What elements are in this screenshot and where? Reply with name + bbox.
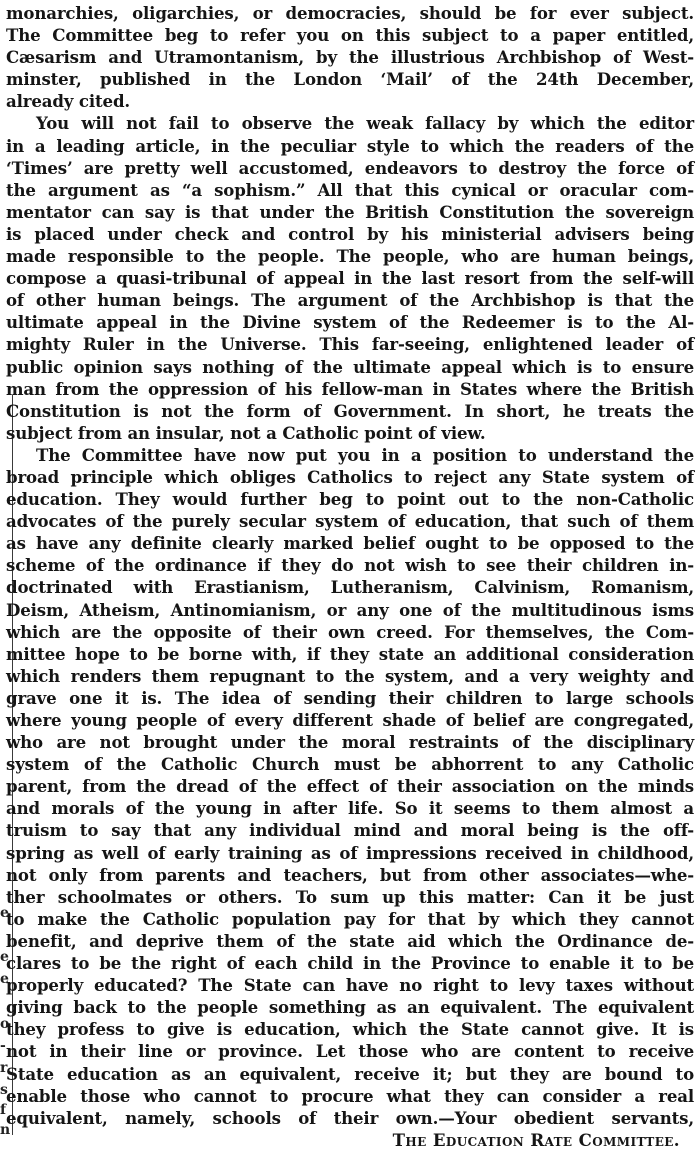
text-line: who are not brought under the moral restraints of the disciplinary <box>6 732 694 753</box>
text-line: is placed under check and control by his ministerial advisers being <box>6 223 694 244</box>
text-line: Constitution is not the form of Government. In short, he treats the <box>6 400 694 421</box>
signature: The Education Rate Committee. <box>392 1129 680 1150</box>
text-line: system of the Catholic Church must be abhorrent to any Catholic <box>6 754 694 775</box>
text-line: compose a quasi-tribunal of appeal in the last resort from the self-will <box>6 268 694 289</box>
text-line: State education as an equivalent, receive it; but they are bound to <box>6 1063 694 1084</box>
text-line: monarchies, oligarchies, or democracies, should be for ever subject. <box>6 3 694 23</box>
text-line: minster, published in the London ‘Mail’ of the 24th December, <box>6 69 694 90</box>
text-line: ther schoolmates or others. To sum up this matter: Can it be just <box>6 886 694 907</box>
margin-fragment: s <box>0 1082 8 1098</box>
text-line: advocates of the purely secular system of education, that such of them <box>6 511 694 532</box>
text-line: education. They would further beg to point out to the non-Catholic <box>6 489 694 510</box>
text-line: The Committee have now put you in a position to understand the <box>36 444 694 465</box>
text-line: to make the Catholic population pay for that by which they cannot <box>6 908 694 929</box>
text-line: The Committee beg to refer you on this subject to a paper entitled, <box>6 25 694 46</box>
text-line: as have any definite clearly marked belief ought to be opposed to the <box>6 533 694 554</box>
text-line: properly educated? The State can have no right to levy taxes without <box>6 975 694 996</box>
text-line: truism to say that any individual mind and moral being is the off- <box>6 820 694 841</box>
text-line: scheme of the ordinance if they do not wish to see their children in- <box>6 555 694 576</box>
text-line: of other human beings. The argument of the Archbishop is that the <box>6 290 694 311</box>
text-line: which are the opposite of their own creed. For themselves, the Com- <box>6 621 694 642</box>
text-line: clares to be the right of each child in the Province to enable it to be <box>6 953 694 974</box>
margin-fragment: n <box>0 1122 11 1138</box>
text-line: mittee hope to be borne with, if they state an additional consideration <box>6 643 694 664</box>
text-line: ‘Times’ are pretty well accustomed, endeavors to destroy the force of <box>6 157 694 178</box>
text-line: already cited. <box>6 91 131 112</box>
text-line: public opinion says nothing of the ultimate appeal which is to ensure <box>6 356 694 377</box>
text-line: ultimate appeal in the Divine system of the Redeemer is to the Al- <box>6 312 694 333</box>
text-line: made responsible to the people. The people, who are human beings, <box>6 246 694 267</box>
text-line: not in their line or province. Let those who are content to receive <box>6 1041 694 1062</box>
text-line: benefit, and deprive them of the state aid which the Ordinance de- <box>6 930 694 951</box>
text-line: subject from an insular, not a Catholic point of view. <box>6 422 486 443</box>
article-column <box>6 2 694 1151</box>
margin-fragment: e <box>0 905 9 921</box>
text-line: Deism, Atheism, Antinomianism, or any one of the multitudinous isms <box>6 599 694 620</box>
text-line: they profess to give is education, which the State cannot give. It is <box>6 1019 694 1040</box>
text-line: broad principle which obliges Catholics to reject any State system of <box>6 466 694 487</box>
text-line: not only from parents and teachers, but from other associates—whe- <box>6 864 694 885</box>
text-line: equivalent, namely, schools of their own.—Your obedient servants, <box>6 1107 694 1128</box>
text-line: giving back to the people something as an equivalent. The equivalent <box>6 997 694 1018</box>
margin-fragment: r <box>0 1060 8 1076</box>
margin-fragment: - <box>0 1038 6 1054</box>
text-line: You will not fail to observe the weak fallacy by which the editor <box>36 113 694 134</box>
text-line: the argument as “a sophism.” All that this cynical or oracular com- <box>6 179 694 200</box>
margin-fragment: e <box>0 971 9 987</box>
margin-fragment: o <box>0 1016 10 1032</box>
text-line: and morals of the young in after life. So it seems to them almost a <box>6 798 694 819</box>
text-line: doctrinated with Erastianism, Lutheranism, Calvinism, Romanism, <box>6 577 694 598</box>
text-line: enable those who cannot to procure what they can consider a real <box>6 1085 694 1106</box>
text-line: where young people of every different shade of belief are congregated, <box>6 710 694 730</box>
text-line: mentator can say is that under the British Constitution the sovereign <box>6 201 694 222</box>
text-line: grave one it is. The idea of sending their children to large schools <box>6 687 694 708</box>
text-line: parent, from the dread of the effect of their association on the minds <box>6 776 694 797</box>
text-line: man from the oppression of his fellow-man in States where the British <box>6 378 694 399</box>
text-line: Cæsarism and Utramontanism, by the illustrious Archbishop of West- <box>6 47 694 68</box>
margin-fragment: e <box>0 949 9 965</box>
text-line: mighty Ruler in the Universe. This far-seeing, enlightened leader of <box>6 334 694 355</box>
text-line: in a leading article, in the peculiar style to which the readers of the <box>6 135 694 156</box>
article-body <box>6 2 694 1151</box>
text-line: which renders them repugnant to the system, and a very weighty and <box>6 665 694 686</box>
text-line: spring as well of early training as of impressions received in childhood, <box>6 842 694 863</box>
margin-fragment: f <box>0 1102 7 1118</box>
